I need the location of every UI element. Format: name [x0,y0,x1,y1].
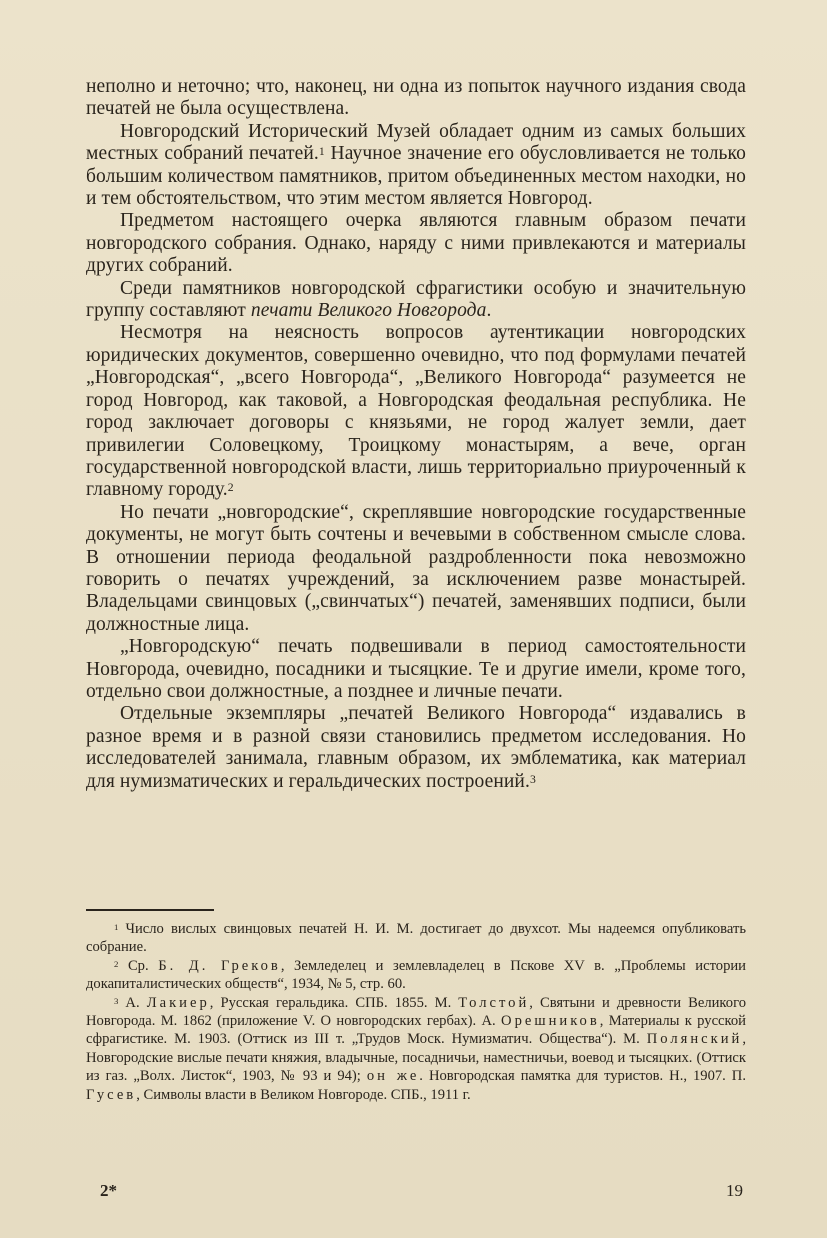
text: Но печати „новгородские“, скреплявшие новгородские государственные документы, не могут быть сочтены и вечевыми в собственном смысле слова. В отношении периода феодальной раздробленности пока невозможно говорить о печатях учреждений, за исключением разве монастырей. Владельцами свинцовых („свинчатых“) печатей, заменявших подписи, были должностные лица. [86,501,746,635]
paragraph-continued [86,76,746,121]
author-name: Гусев [86,1086,137,1103]
paragraph [86,502,746,636]
footnote-text: , Святыни и древности Великого Новгорода. М. 1862 (приложение V. О новгородских гербах). А. [86,994,746,1030]
footnote-ref: 1 [318,145,325,159]
paragraph [86,210,746,277]
text: Научное значение его обусловливается не только большим количеством памятников, притом объединенных местом находки, но и тем обстоятельством, что этим местом является Новгород. [86,143,746,210]
author-name: Орешников [501,1013,600,1030]
footnote-number: 2 [114,958,119,969]
author-name: Б. Д. Греков [158,957,281,974]
footnote-text: , Земледелец и землевладелец в Пскове XV в. „Проблемы истории докапиталистических обществ“, 1934, № 5, стр. 60. [86,957,746,993]
footnote-rule [86,909,214,911]
author-name: он же [366,1068,420,1085]
author-name: Лакиер [146,994,210,1011]
text: Несмотря на неясность вопросов аутентикации новгородских юридических документов, совершенно очевидно, что под формулами печатей „Новгородская“, „всего Новгорода“, „Великого Новгорода“ разумеется не город Новгород, как таковой, а Новгородская феодальная республика. Не город заключает договоры с князьями, не город жалует земли, дает привилегии Соловецкому, Троицкому монастырям, а вече, орган государственной новгородской власти, лишь территориально приуроченный к главному городу. [86,322,746,501]
footnote-text: . Новгородская памятка для туристов. Н., 1907. П. [419,1068,746,1085]
footnote-ref: 3 [529,772,536,786]
paragraph [86,322,746,501]
text: „Новгородскую“ печать подвешивали в период самостоятельности Новгорода, очевидно, посадники и тысяцкие. Те и другие имели, кроме того, отдельно свои должностные, а позднее и личные печати. [86,636,746,702]
paragraph [86,121,746,211]
paragraph [86,278,746,323]
footnote-text: , Материалы к русской сфрагистике. М. 1903. (Оттиск из III т. „Трудов Моск. Нумизматич. Общества“). М. [86,1013,746,1048]
paragraph [86,703,746,793]
text: Отдельные экземпляры „печатей Великого Новгорода“ издавались в разное время и в разной связи становились предметом исследования. Но исследователей занимала, главным образом, их эмблематика, как материал для нумизматических и геральдических построений. [86,703,746,792]
footnote-2 [86,957,746,994]
paragraph [86,636,746,703]
text: Новгородский Исторический Музей обладает одним из самых больших местных собраний печатей. [86,120,746,165]
text: Среди памятников новгородской сфрагистики особую и значительную группу составляют [86,277,746,322]
footnote-number: 3 [114,995,119,1006]
footnote-3 [86,994,746,1104]
author-name: Полянский [646,1031,743,1048]
emphasis-text: печати Великого Новгорода [250,300,487,322]
printer-signature: 2* [100,1181,117,1200]
footnote-text: Ср. [118,957,159,974]
footnote-text: , Русская геральдика. СПБ. 1855. М. [209,994,459,1011]
main-text [86,76,746,793]
footnote-1 [86,920,746,957]
footnote-ref: 2 [227,481,234,495]
footnote-text: Число вислых свинцовых печатей Н. И. М. достигает до двухсот. Мы надеемся опубликовать собрание. [86,921,746,956]
footnote-text: , Новгородские вислые печати княжия, владычные, посадничьи, наместничьи, воевод и тысяцких. (Оттиск из газ. „Волх. Листок“, 1903, № 93 и 94); [86,1031,746,1085]
author-name: Толстой [458,994,530,1011]
footnote-text: А. [118,994,147,1011]
footnote-text: , Символы власти в Великом Новгороде. СПБ., 1911 г. [136,1086,471,1103]
footnotes [86,920,746,1104]
text: Предметом настоящего очерка являются главным образом печати новгородского собрания. Однако, наряду с ними привлекаются и материалы других собраний. [86,210,746,277]
footnote-number: 1 [114,922,119,932]
page-number: 19 [726,1181,743,1200]
text: . [486,300,492,322]
text: неполно и неточно; что, наконец, ни одна из попыток научного издания свода печатей не была осуществлена. [86,76,746,120]
